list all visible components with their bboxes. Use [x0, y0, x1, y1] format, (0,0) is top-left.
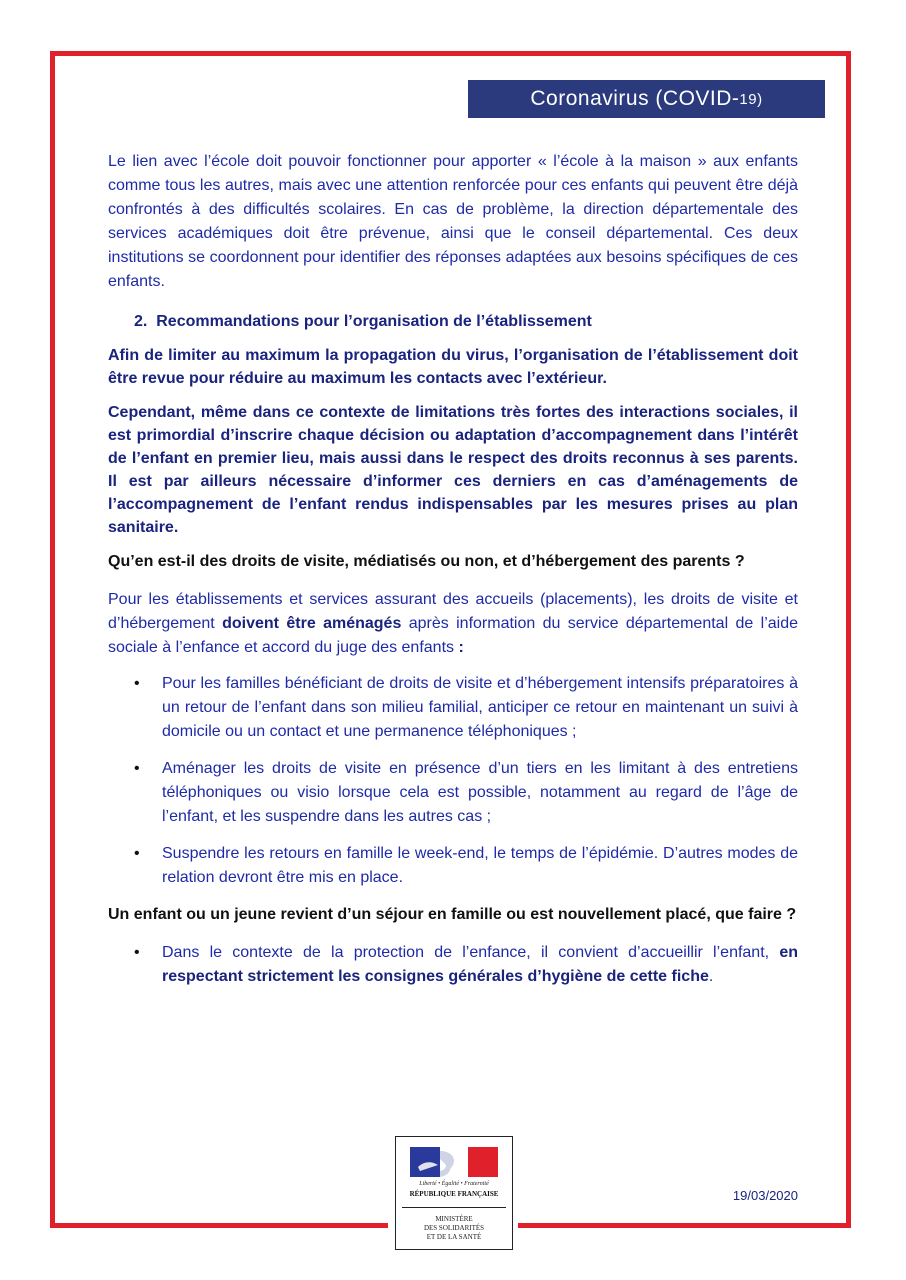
bullet-glyph: • [134, 845, 140, 862]
frame-bottom-left [50, 1223, 388, 1228]
visits-paragraph [108, 588, 798, 660]
republique-francaise-logo [395, 1136, 513, 1250]
logo-ministry [396, 1215, 512, 1242]
frame-bottom-right [518, 1223, 851, 1228]
intro-paragraph: Le lien avec l’école doit pouvoir fonctionner pour apporter « l’école à la maison » aux enfants comme tous les autres, mais avec une attention renforcée pour ces enfants qui peuvent être déjà confrontés à des difficultés scolaires. En cas de problème, la direction départementale des services académiques doit être prévenue, ainsi que le conseil départemental. Ces deux institutions se coordonnent pour identifier des réponses adaptées aux besoins spécifiques de ces enfants. [108, 153, 798, 290]
section-title: Recommandations pour l’organisation de l’établissement [156, 313, 592, 330]
return-bullet-list [108, 941, 798, 989]
list-item [108, 842, 798, 890]
visits-text-start: Pour les établissements et services assurant des accueils (placements), les droits de visite et d’hébergement [108, 591, 798, 632]
question-return: Un enfant ou un jeune revient d’un séjour en famille ou est nouvellement placé, que faire ? [108, 906, 797, 923]
last-bullet-text-end: . [708, 968, 714, 985]
bold-paragraph-1: Afin de limiter au maximum la propagation du virus, l’organisation de l’établissement doit être revue pour réduire au maximum les contacts avec l’extérieur. [108, 347, 798, 387]
document-body [108, 150, 798, 1002]
bullet-glyph: • [134, 675, 140, 692]
last-bullet-text-start: Dans le contexte de la protection de l’enfance, il convient d’accueillir l’enfant, [162, 944, 780, 961]
bullet-glyph: • [134, 944, 140, 961]
section-number: 2. [134, 313, 148, 330]
logo-republic-label: RÉPUBLIQUE FRANÇAISE [409, 1190, 499, 1198]
bold-paragraph-2: Cependant, même dans ce contexte de limitations très fortes des interactions sociales, il est primordial d’inscrire chaque décision ou adaptation d’accompagnement dans l’intérêt de l’enfant en premier lieu, mais aussi dans le respect des droits reconnus à ses parents. Il est par ailleurs nécessaire d’informer ces derniers en cas d’aménagements de l’accompagnement de l’enfant rendus indispensables par les mesures prises au plan sanitaire. [108, 404, 798, 536]
header-title-suffix: 19) [739, 90, 763, 108]
list-item-text: Pour les familles bénéficiant de droits de visite et d’hébergement intensifs préparatoires à un retour de l’enfant dans son milieu familial, anticiper ce retour en maintenant un suivi à domicile ou un contact et une permanence téléphoniques ; [162, 675, 798, 740]
ministry-line-3: ET DE LA SANTÉ [426, 1233, 482, 1241]
list-item-text: Aménager les droits de visite en présence d’un tiers en les limitant à des entretiens téléphoniques ou visio lorsque cela est possible, notamment au regard de l’âge de l’enfant, et les suspendre dans les autres cas ; [162, 760, 798, 825]
section-heading [134, 310, 798, 334]
list-item [108, 941, 798, 989]
header-banner [468, 80, 825, 118]
visits-bullet-list [108, 672, 798, 890]
logo-divider [402, 1207, 506, 1208]
list-item [108, 672, 798, 744]
last-bullet-text-bold: en respectant strictement les consignes générales d’hygiène de cette fiche [162, 944, 798, 985]
list-item [108, 757, 798, 829]
visits-text-end: après information du service départemental de l’aide sociale à l’enfance et accord du juge des enfants [108, 615, 799, 656]
question-visits: Qu’en est-il des droits de visite, médiatisés ou non, et d’hébergement des parents ? [108, 553, 745, 570]
ministry-line-1: MINISTÈRE [435, 1215, 473, 1223]
bullet-glyph: • [134, 760, 140, 777]
list-item-text: Suspendre les retours en famille le week-end, le temps de l’épidémie. D’autres modes de relation devront être mis en place. [162, 845, 798, 886]
visits-text-colon: : [458, 639, 464, 656]
visits-text-bold: doivent être aménagés [222, 615, 402, 632]
ministry-line-2: DES SOLIDARITÉS [423, 1224, 485, 1232]
header-title: Coronavirus (COVID- [530, 87, 740, 110]
logo-motto: Liberté • Égalité • Fraternité [419, 1181, 489, 1187]
document-date: 19/03/2020 [732, 1188, 798, 1203]
